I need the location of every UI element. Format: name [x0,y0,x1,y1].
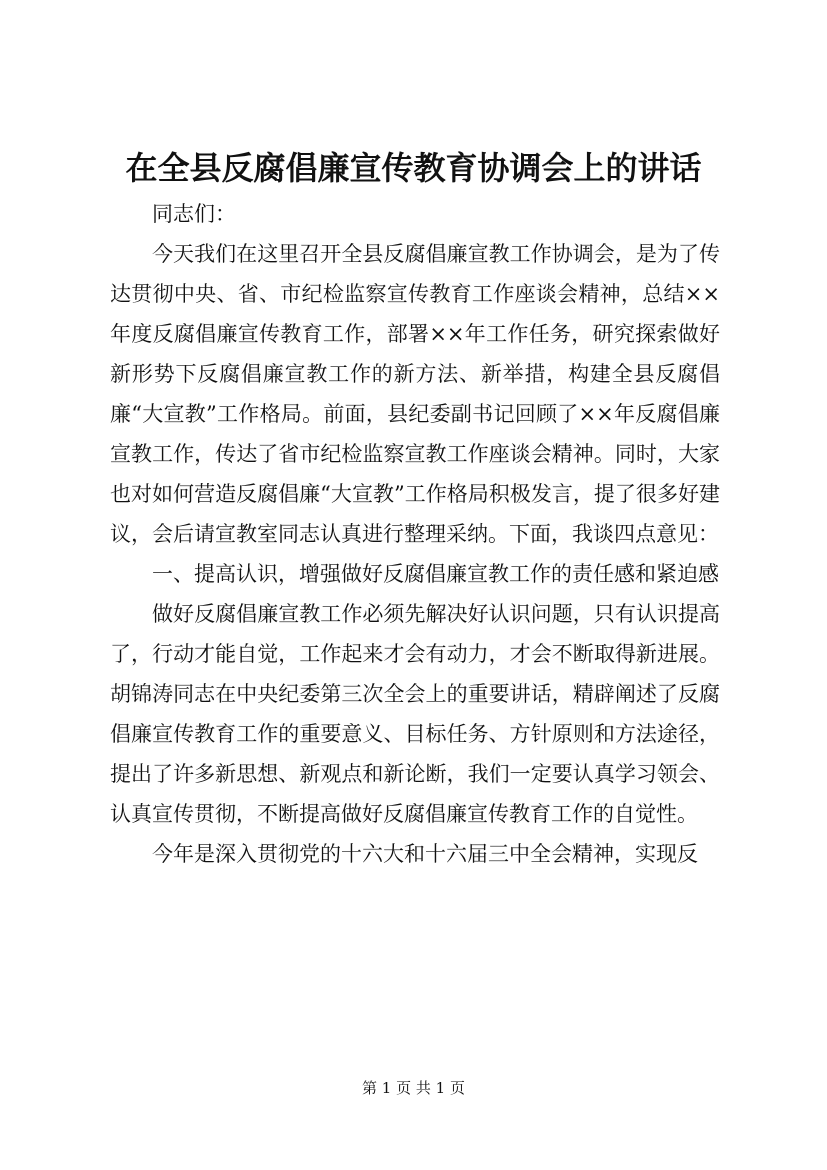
paragraph-continuation: 今年是深入贯彻党的十六大和十六届三中全会精神，实现反 [152,842,698,866]
paragraph-opening: 今天我们在这里召开全县反腐倡廉宣教工作协调会，是为了传达贯彻中央、省、市纪检监察宣传教育工作座谈会精神，总结××年度反腐倡廉宣传教育工作，部署××年工作任务，研究探索做好新形势下反腐倡廉宣教工作的新方法、新举措，构建全县反腐倡廉“大宣教”工作格局。前面，县纪委副书记回顾了××年反腐倡廉宣教工作，传达了省市纪检监察宣教工作座谈会精神。同时，大家也对如何营造反腐倡廉“大宣教”工作格局积极发言，提了很多好建议，会后请宣教室同志认真进行整理采纳。下面，我谈四点意见： [110,242,720,546]
paragraph-section-1: 做好反腐倡廉宣教工作必须先解决好认识问题，只有认识提高了，行动才能自觉，工作起来才会有动力，才会不断取得新进展。胡锦涛同志在中央纪委第三次全会上的重要讲话，精辟阐述了反腐倡廉宣传教育工作的重要意义、目标任务、方针原则和方法途径，提出了许多新思想、新观点和新论断，我们一定要认真学习领会、认真宣传贯彻，不断提高做好反腐倡廉宣传教育工作的自觉性。 [110,602,720,826]
section-heading-1: 一、提高认识，增强做好反腐倡廉宣教工作的责任感和紧迫感 [152,562,719,586]
paragraph-salutation: 同志们： [152,202,236,226]
document-body [110,194,720,874]
document-title: 在全县反腐倡廉宣传教育协调会上的讲话 [125,149,702,187]
page-footer: 第 1 页 共 1 页 [362,1079,465,1097]
